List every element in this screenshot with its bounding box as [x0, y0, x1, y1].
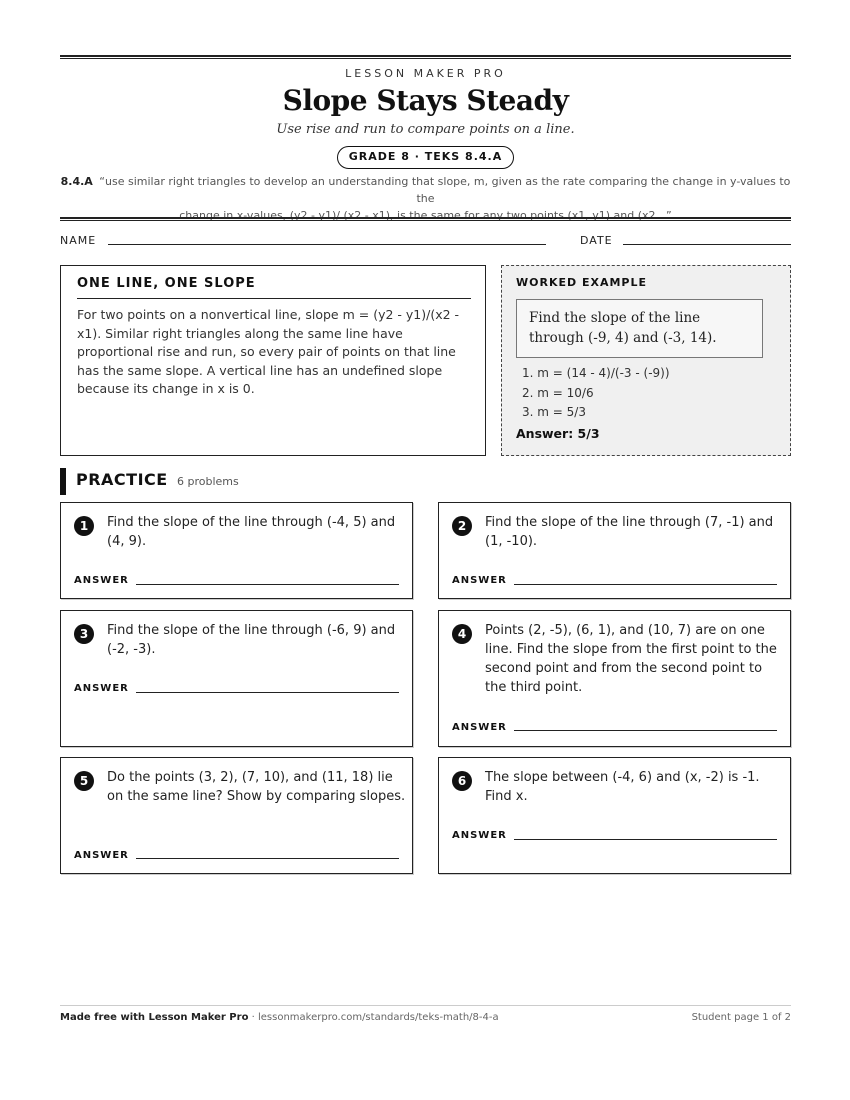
standard-text-line2: change in x-values, (y2 - y1)/ (x2 - x1), is the same for any two points (x1, y1) and (x2...” [179, 209, 672, 222]
problem-number-badge: 4 [452, 624, 472, 644]
answer-label: ANSWER [74, 850, 129, 861]
answer-label: ANSWER [452, 575, 507, 586]
problem-prompt: The slope between (-4, 6) and (x, -2) is -1. Find x. [485, 770, 760, 804]
practice-section-marker [60, 468, 66, 495]
brand-name: LESSON MAKER PRO [345, 67, 506, 80]
header-top-rule [60, 55, 791, 59]
footer-divider [60, 1005, 791, 1006]
problem-card-4 [438, 610, 791, 747]
answer-field[interactable] [136, 692, 399, 693]
footer-made-with: Made free with Lesson Maker Pro [60, 1012, 249, 1023]
problem-number-badge: 5 [74, 771, 94, 791]
answer-field[interactable] [514, 730, 777, 731]
date-label: DATE [580, 234, 613, 247]
worked-example-steps [522, 364, 670, 423]
answer-field[interactable] [514, 839, 777, 840]
problem-card-6 [438, 757, 791, 874]
problem-prompt: Points (2, -5), (6, 1), and (10, 7) are on one line. Find the slope from the first point to the second point and from the second point to the third point. [485, 623, 777, 695]
problem-number-badge: 3 [74, 624, 94, 644]
name-field[interactable] [108, 244, 546, 245]
concept-box [60, 265, 486, 456]
answer-label: ANSWER [452, 830, 507, 841]
problem-number-badge: 1 [74, 516, 94, 536]
worked-example-heading: WORKED EXAMPLE [516, 276, 647, 289]
problem-number-badge: 2 [452, 516, 472, 536]
worked-example-box [501, 265, 791, 456]
answer-label: ANSWER [74, 683, 129, 694]
name-label: NAME [60, 234, 97, 247]
concept-text: For two points on a nonvertical line, slope m = (y2 - y1)/(x2 - x1). Similar right triangles along the same line have proportional rise and run, so every pair of points on that line has the same slope. A vertical line has an undefined slope because its change in x is 0. [77, 307, 460, 396]
grade-badge: GRADE 8 · TEKS 8.4.A [337, 146, 514, 169]
problem-prompt: Find the slope of the line through (-6, 9) and (-2, -3). [107, 623, 396, 657]
practice-title: PRACTICE [76, 470, 168, 489]
worked-example-step: 1. m = (14 - 4)/(-3 - (-9)) [522, 366, 670, 380]
page-subtitle: Use rise and run to compare points on a line. [276, 122, 575, 137]
worksheet-page [60, 0, 791, 1100]
problem-card-5 [60, 757, 413, 874]
standard-code: 8.4.A [60, 175, 93, 188]
worked-example-answer: Answer: 5/3 [516, 426, 600, 441]
problem-prompt: Find the slope of the line through (-4, 5) and (4, 9). [107, 515, 396, 549]
footer-url[interactable]: · lessonmakerpro.com/standards/teks-math/8-4-a [248, 1012, 499, 1023]
problem-card-3 [60, 610, 413, 747]
page-title: Slope Stays Steady [282, 84, 569, 117]
answer-label: ANSWER [74, 575, 129, 586]
problem-prompt: Do the points (3, 2), (7, 10), and (11, 18) lie on the same line? Show by comparing slopes. [107, 770, 406, 804]
answer-label: ANSWER [452, 722, 507, 733]
answer-field[interactable] [136, 858, 399, 859]
worked-example-step: 2. m = 10/6 [522, 385, 594, 400]
problem-card-2 [438, 502, 791, 599]
concept-heading: ONE LINE, ONE SLOPE [77, 276, 471, 299]
problem-number-badge: 6 [452, 771, 472, 791]
footer-credit [60, 1012, 499, 1023]
worked-example-prompt: Find the slope of the line through (-9, 4) and (-3, 14). [516, 299, 763, 358]
standard-text-line1: “use similar right triangles to develop an understanding that slope, m, given as the rate comparing the change in y-values to the [99, 175, 791, 205]
footer-page-number: Student page 1 of 2 [691, 1012, 791, 1023]
practice-count: 6 problems [177, 475, 239, 488]
problem-card-1 [60, 502, 413, 599]
worked-example-step: 3. m = 5/3 [522, 405, 586, 419]
problem-prompt: Find the slope of the line through (7, -1) and (1, -10). [485, 515, 774, 549]
answer-field[interactable] [136, 584, 399, 585]
date-field[interactable] [623, 244, 791, 245]
header-bottom-rule [60, 217, 791, 221]
answer-field[interactable] [514, 584, 777, 585]
